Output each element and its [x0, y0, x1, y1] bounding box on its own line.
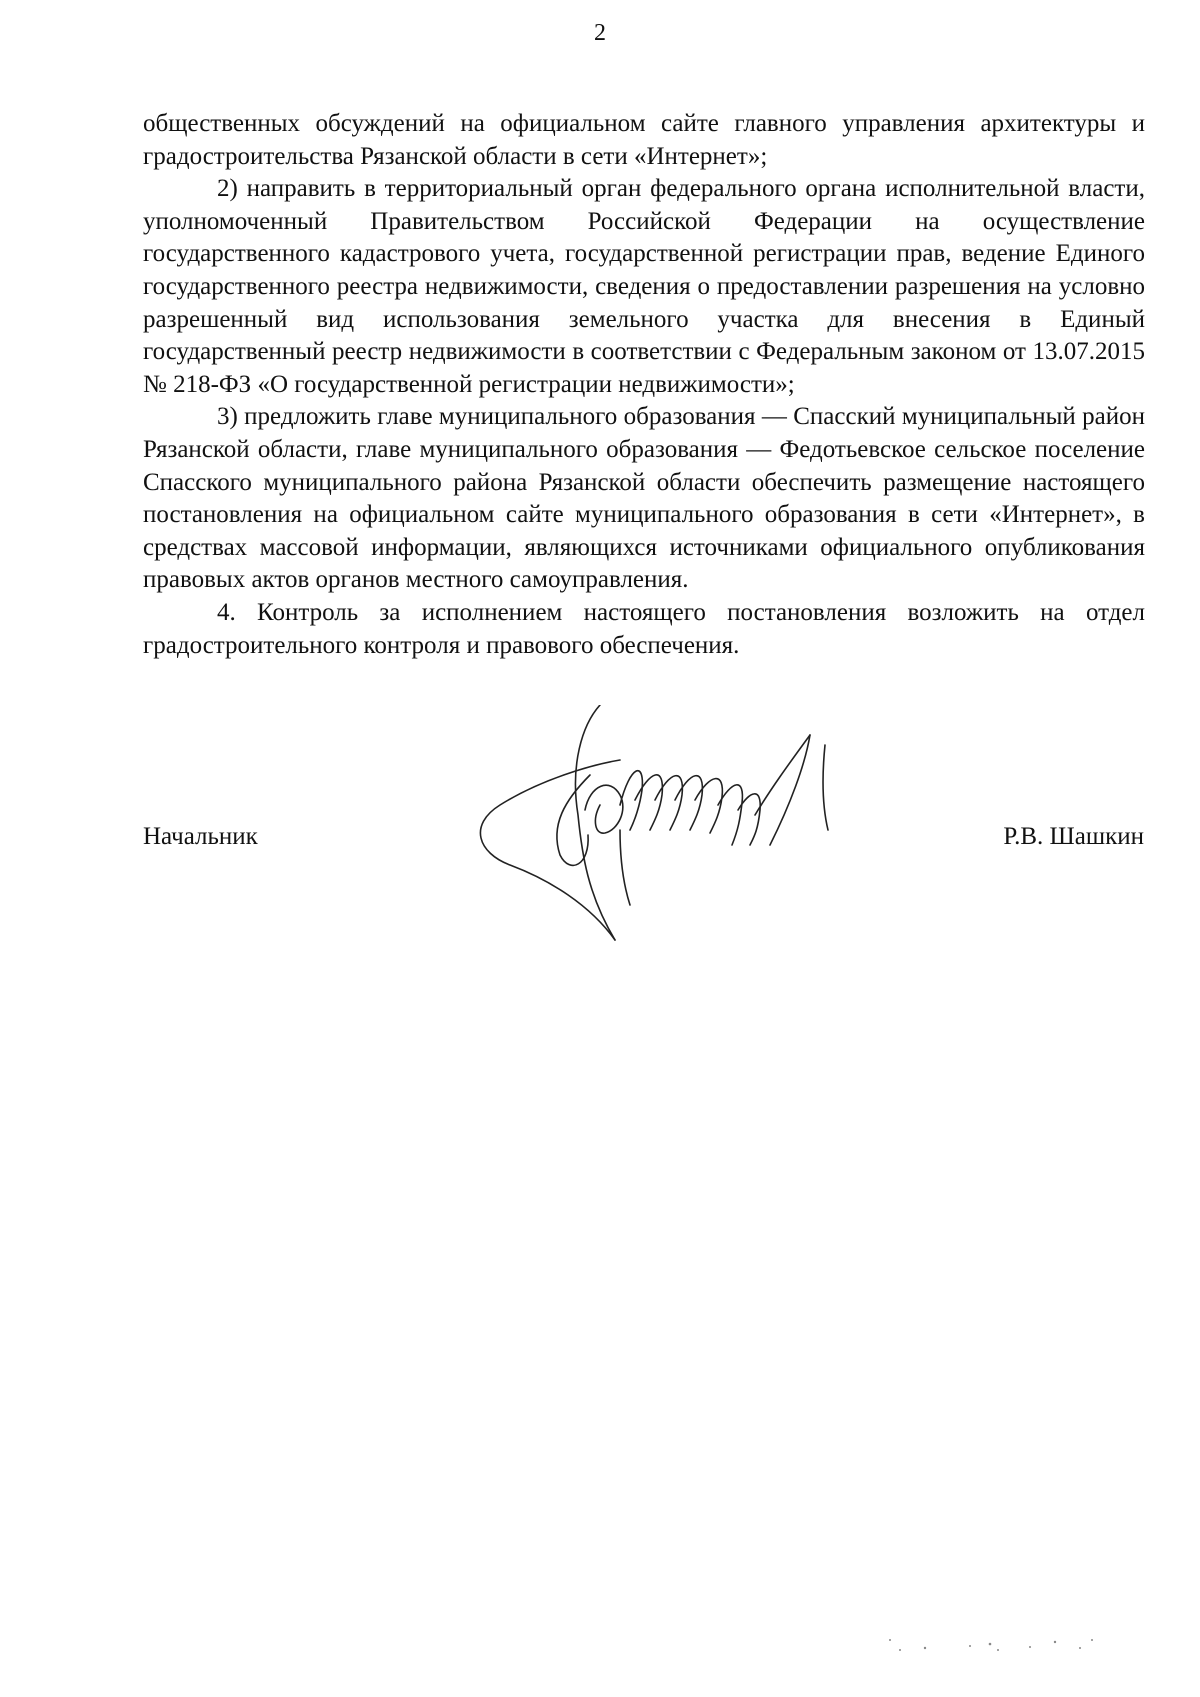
document-body	[143, 108, 1145, 662]
paragraph-item-3: 3) предложить главе муниципального образования — Спасский муниципальный район Рязанской области, главе муниципального образования — Федотьевское сельское поселение Спасского муниципального района Рязанской области обеспечить размещение настоящего постановления на официальном сайте муниципального образования в сети «Интернет», в средствах массовой информации, являющихся источниками официального опубликования правовых актов органов местного самоуправления.	[143, 403, 1145, 594]
page-number: 2	[594, 20, 606, 46]
paragraph-continuation: общественных обсуждений на официальном сайте главного управления архитектуры и градостроительства Рязанской области в сети «Интернет»;	[143, 110, 1145, 170]
signatory-name: Р.В. Шашкин	[1003, 823, 1144, 850]
paragraph-item-4: 4. Контроль за исполнением настоящего постановления возложить на отдел градостроительного контроля и правового обеспечения.	[143, 598, 1145, 659]
paragraph-item-2: 2) направить в территориальный орган федерального органа исполнительной власти, уполномоченный Правительством Российской Федерации на осуществление государственного кадастрового учета, государственной регистрации прав, ведение Единого государственного реестра недвижимости, сведения о предоставлении разрешения на условно разрешенный вид использования земельного участка для внесения в Единый государственный реестр недвижимости в соответствии с Федеральным законом от 13.07.2015 № 218-ФЗ «О государственной регистрации недвижимости»;	[143, 175, 1145, 398]
scan-artifact-marks	[880, 1620, 1110, 1670]
handwritten-signature	[470, 705, 910, 945]
signatory-position: Начальник	[143, 823, 258, 850]
